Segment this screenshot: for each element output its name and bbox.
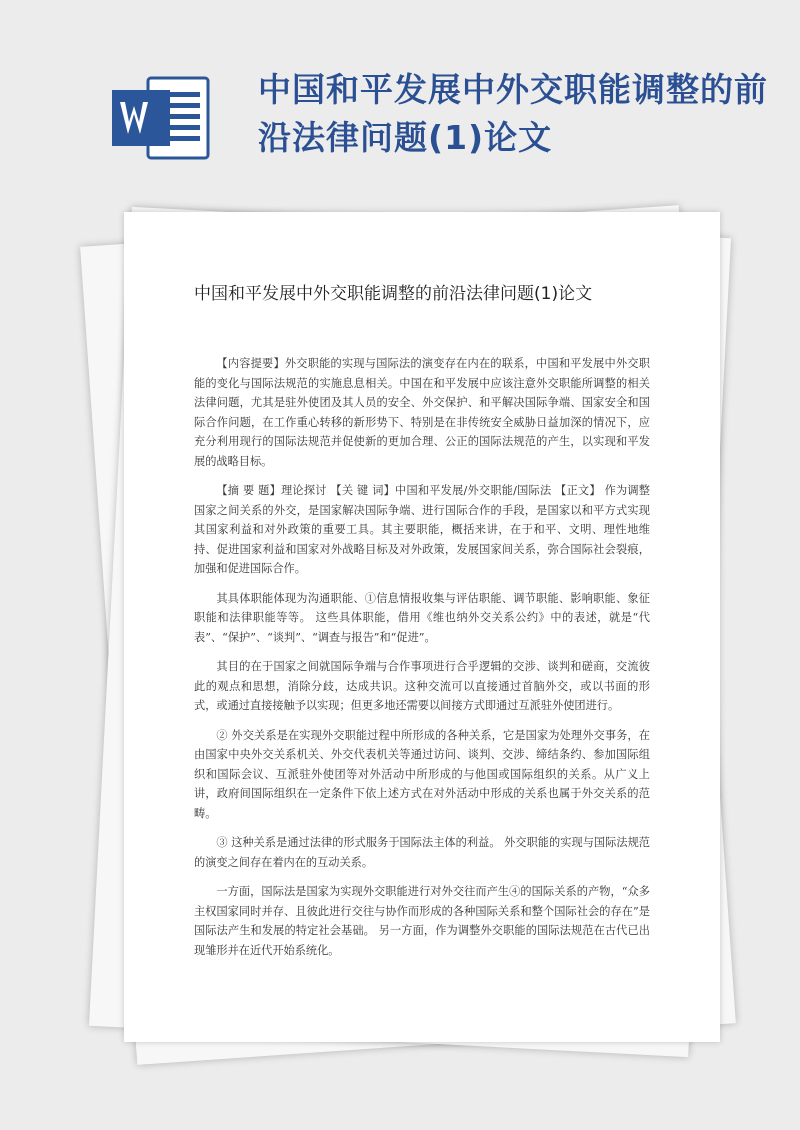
paragraph: ② 外交关系是在实现外交职能过程中所形成的各种关系，它是国家为处理外交事务，在由国家中央外交关系机关、外交代表机关等通过访问、谈判、交涉、缔结条约、参加国际组织和国际会议、互派驻外使团等对外活动中所形成的与他国或国际组织的关系。从广义上讲，政府间国际组织在一定条件下依上述方式在对外活动中形成的关系也属于外交关系的范畴。 (194, 728, 650, 820)
header-title: 中国和平发展中外交职能调整的前沿法律问题(1)论文 (258, 70, 768, 157)
paragraph: 其目的在于国家之间就国际争端与合作事项进行合乎逻辑的交涉、谈判和磋商，交流彼此的观点和思想，消除分歧，达成共识。这种交流可以直接通过首脑外交，或以书面的形式，或通过直接接触予以实现；但更多地还需要以间接方式即通过互派驻外使团进行。 (194, 660, 650, 712)
document-page (124, 212, 720, 1042)
paragraph: ③ 这种关系是通过法律的形式服务于国际法主体的利益。 外交职能的实现与国际法规范的演变之间存在着内在的互动关系。 (194, 836, 650, 869)
paragraph: 一方面，国际法是国家为实现外交职能进行对外交往而产生④的国际关系的产物，“众多主权国家同时并存、且彼此进行交往与协作而形成的各种国际关系和整个国际社会的存在”是国际法产生和发展的特定社会基础。 另一方面，作为调整外交职能的国际法规范在古代已出现雏形并在近代开始系统化。 (194, 885, 650, 957)
paragraph: 【内容提要】外交职能的实现与国际法的演变存在内在的联系，中国和平发展中外交职能的变化与国际法规范的实施息息相关。中国在和平发展中应该注意外交职能所调整的相关法律问题，尤其是驻外使团及其人员的安全、外交保护、和平解决国际争端、国家安全和国际合作问题，在工作重心转移的新形势下、特别是在非传统安全威胁日益加深的情况下，应充分利用现行的国际法规范并促使新的更加合理、公正的国际法规范的产生，以实现和平发展的战略目标。 (194, 357, 650, 468)
paragraph: 其具体职能体现为沟通职能、①信息情报收集与评估职能、调节职能、影响职能、象征职能和法律职能等等。 这些具体职能，借用《维也纳外交关系公约》中的表述，就是“代表”、“保护”、“谈判”、“调查与报告”和“促进”。 (194, 591, 650, 644)
paragraph: 【摘 要 题】理论探讨 【关 键 词】中国和平发展/外交职能/国际法 【正文】 作为调整国家之间关系的外交，是国家解决国际争端、进行国际合作的手段，是国家以和平方式实现其国家利益和对外政策的重要工具。其主要职能，概括来讲，在于和平、文明、理性地维持、促进国家利益和国家对外战略目标及对外政策，发展国家间关系，弥合国际社会裂痕，加强和促进国际合作。 (194, 484, 650, 575)
document-title: 中国和平发展中外交职能调整的前沿法律问题(1)论文 (194, 284, 593, 304)
document-body (194, 354, 650, 970)
